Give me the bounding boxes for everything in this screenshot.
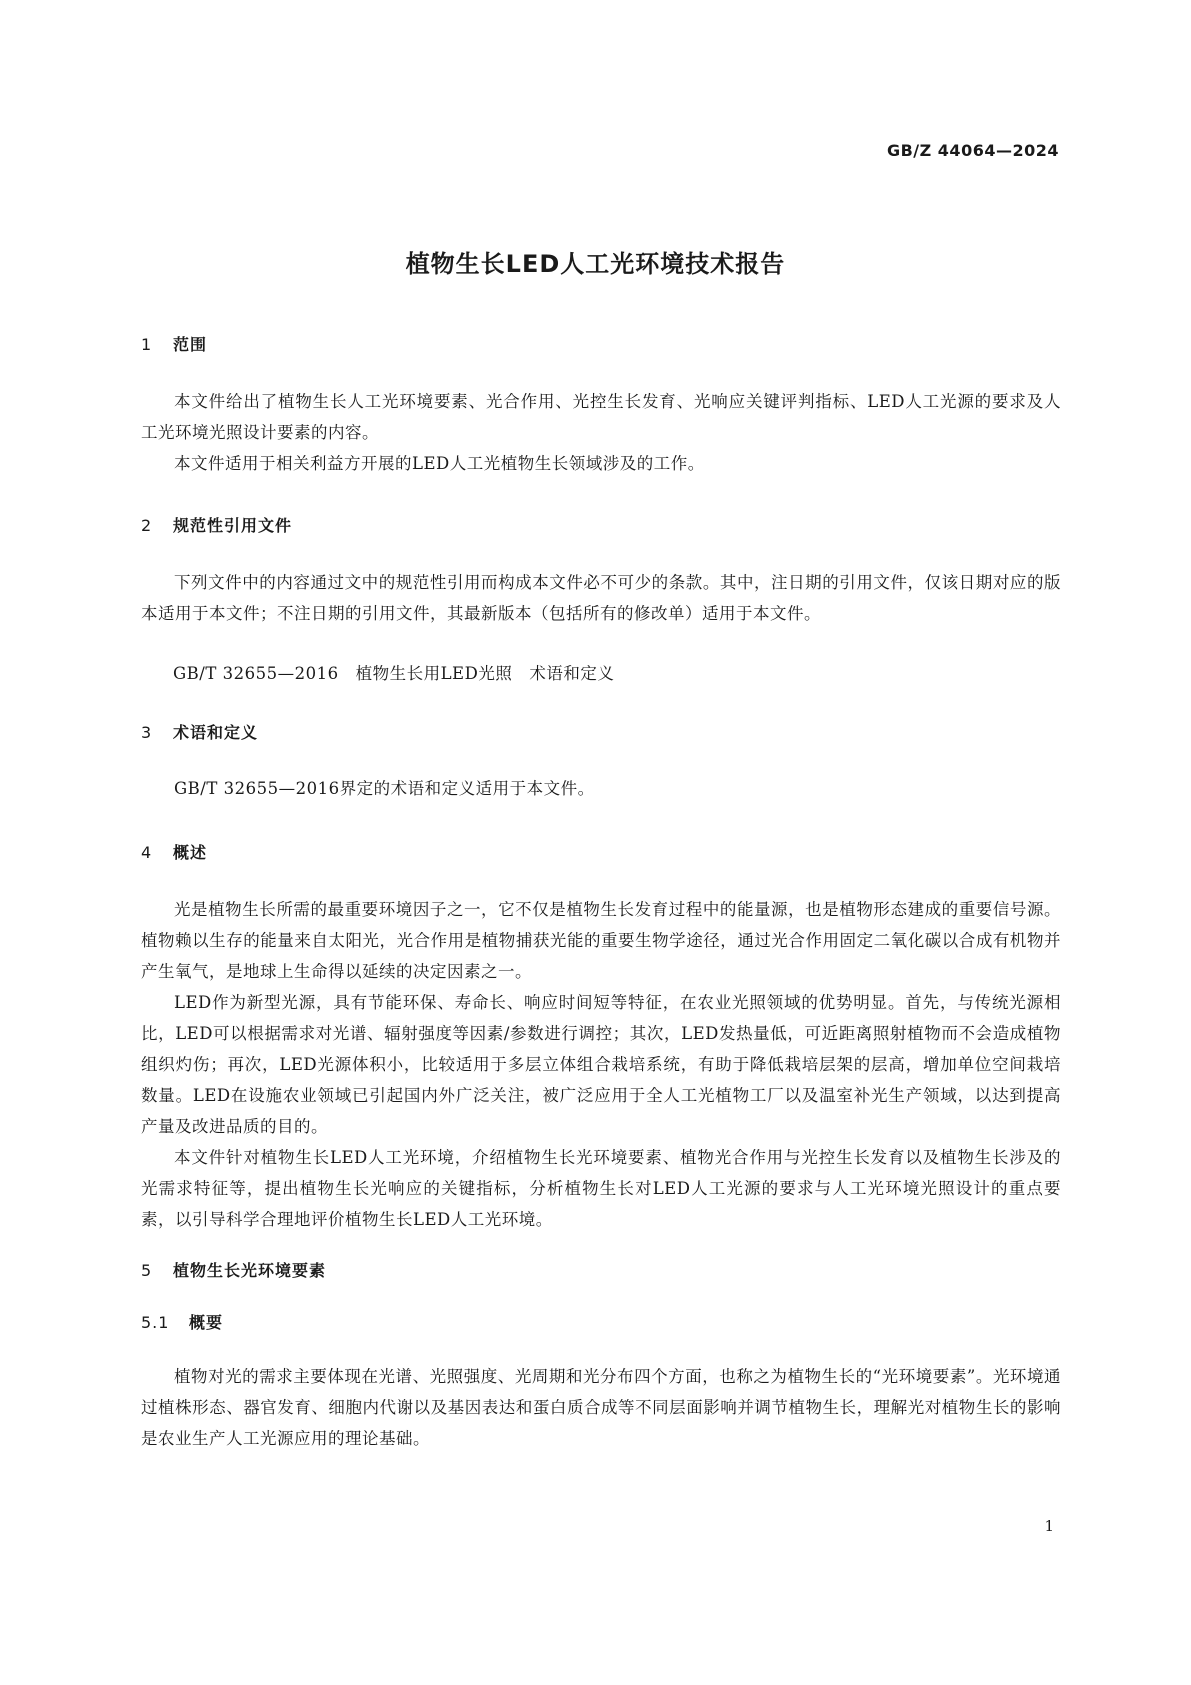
paragraph: 本文件适用于相关利益方开展的LED人工光植物生长领域涉及的工作。 [174,454,705,473]
subsection-title: 概要 [189,1313,224,1332]
normative-reference: GB/T 32655—2016 植物生长用LED光照 术语和定义 [173,664,615,683]
paragraph: 本文件给出了植物生长人工光环境要素、光合作用、光控生长发育、光响应关键评判指标、LED人工光源的要求及人工光环境光照设计要素的内容。 [141,392,1061,442]
subsection-5-1-heading [141,1310,223,1333]
section-3-heading [141,720,258,743]
section-title: 范围 [173,335,208,354]
paragraph: 本文件针对植物生长LED人工光环境，介绍植物生长光环境要素、植物光合作用与光控生长发育以及植物生长涉及的光需求特征等，提出植物生长光响应的关键指标，分析植物生长对LED人工光源的要求与人工光环境光照设计的重点要素，以引导科学合理地评价植物生长LED人工光环境。 [141,1148,1061,1229]
standard-number: GB/Z 44064—2024 [886,141,1059,160]
section-4-heading [141,840,207,863]
section-title: 术语和定义 [173,723,259,742]
paragraph: 光是植物生长所需的最重要环境因子之一，它不仅是植物生长发育过程中的能量源，也是植物形态建成的重要信号源。植物赖以生存的能量来自太阳光，光合作用是植物捕获光能的重要生物学途径，通过光合作用固定二氧化碳以合成有机物并产生氧气，是地球上生命得以延续的决定因素之一。 [141,900,1061,981]
section-title: 规范性引用文件 [173,516,293,535]
section-2-heading [141,513,292,536]
paragraph: 植物对光的需求主要体现在光谱、光照强度、光周期和光分布四个方面，也称之为植物生长的“光环境要素”。光环境通过植株形态、器官发育、细胞内代谢以及基因表达和蛋白质合成等不同层面影响并调节植物生长，理解光对植物生长的影响是农业生产人工光源应用的理论基础。 [141,1367,1061,1448]
section-title: 植物生长光环境要素 [173,1261,327,1280]
section-5-heading [141,1258,326,1281]
section-number: 1 [141,335,153,354]
document-title: 植物生长LED人工光环境技术报告 [405,250,786,278]
subsection-number: 5.1 [141,1313,170,1332]
section-number: 3 [141,723,153,742]
section-number: 4 [141,843,153,862]
paragraph: GB/T 32655—2016界定的术语和定义适用于本文件。 [174,779,595,798]
section-title: 概述 [173,843,208,862]
section-number: 5 [141,1261,153,1280]
paragraph: 下列文件中的内容通过文中的规范性引用而构成本文件必不可少的条款。其中，注日期的引用文件，仅该日期对应的版本适用于本文件；不注日期的引用文件，其最新版本（包括所有的修改单）适用于本文件。 [141,573,1061,623]
page-number: 1 [1044,1517,1054,1535]
section-1-heading [141,332,207,355]
paragraph: LED作为新型光源，具有节能环保、寿命长、响应时间短等特征，在农业光照领域的优势明显。首先，与传统光源相比，LED可以根据需求对光谱、辐射强度等因素/参数进行调控；其次，LED发热量低，可近距离照射植物而不会造成植物组织灼伤；再次，LED光源体积小，比较适用于多层立体组合栽培系统，有助于降低栽培层架的层高，增加单位空间栽培数量。LED在设施农业领域已引起国内外广泛关注，被广泛应用于全人工光植物工厂以及温室补光生产领域，以达到提高产量及改进品质的目的。 [141,993,1061,1136]
section-number: 2 [141,516,153,535]
